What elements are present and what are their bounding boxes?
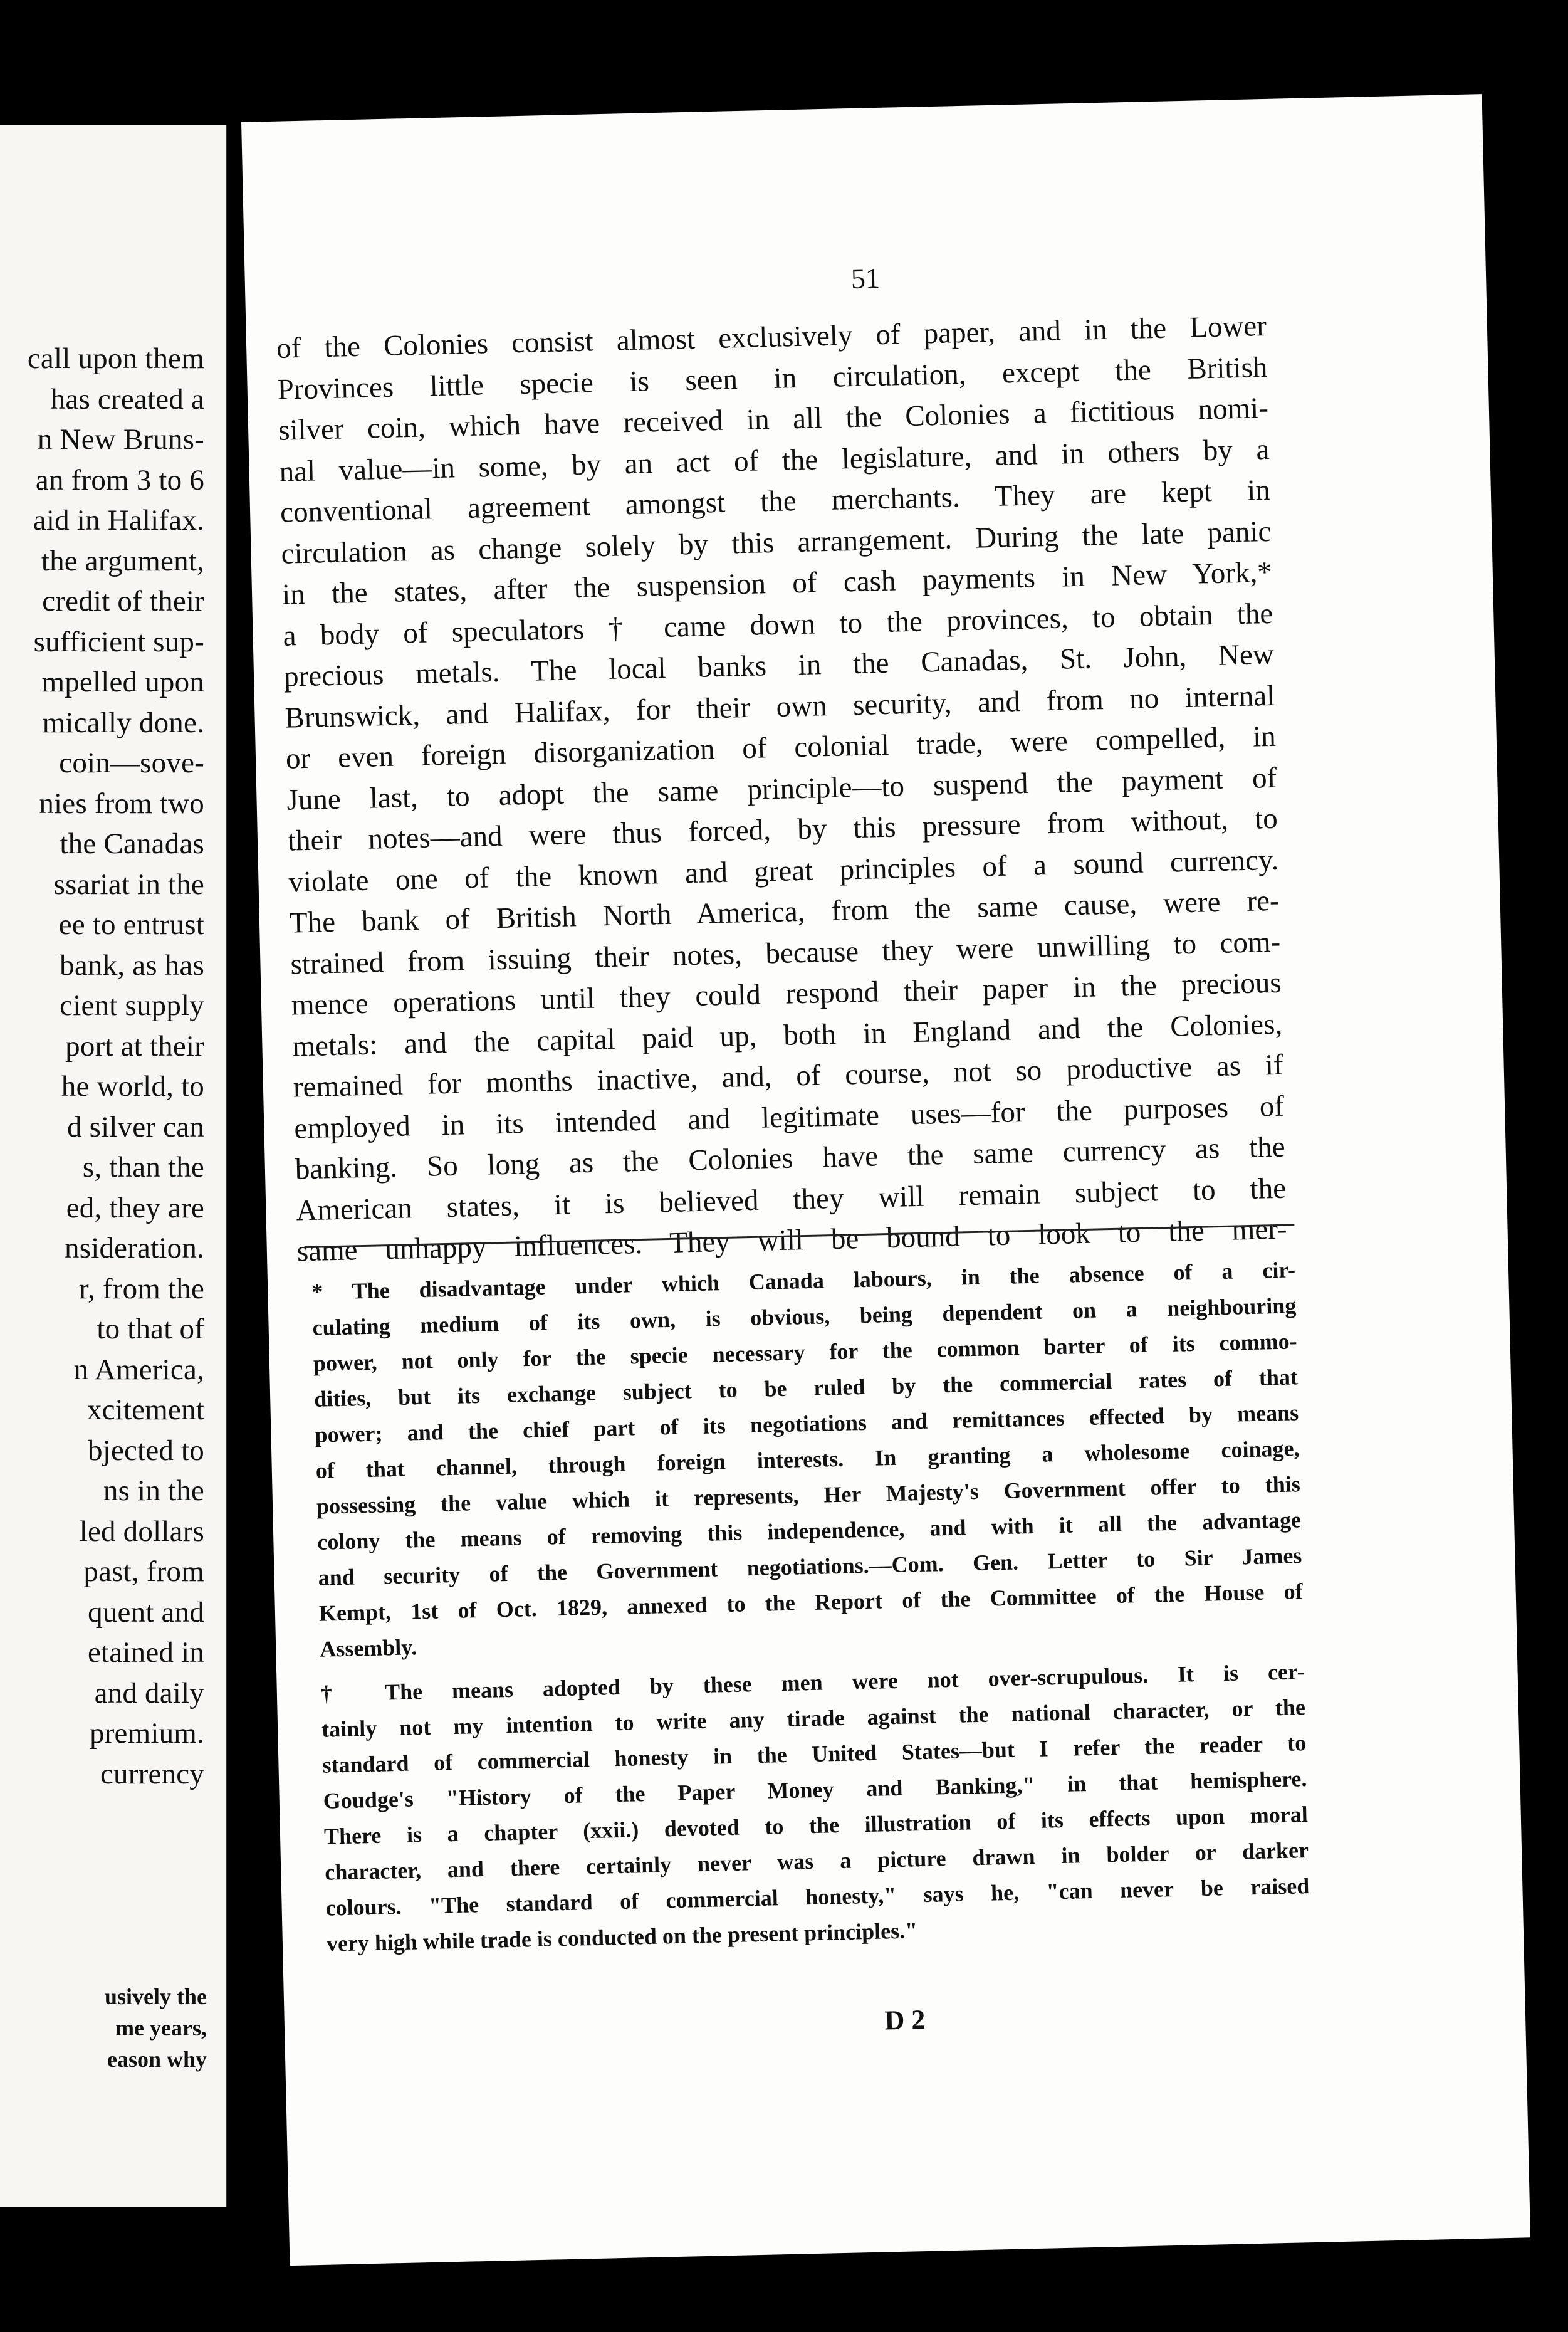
body-text-line: violate one of the known and great principles of a sound currency. — [288, 843, 1279, 899]
body-text-line: precious metals. The local banks in the Canadas, St. John, New — [283, 638, 1275, 693]
body-text-line: remained for months inactive, and, of course, not so productive as if — [293, 1048, 1284, 1104]
body-text-line: banking. So long as the Colonies have the same currency as the — [295, 1130, 1286, 1186]
left-page-text — [28, 339, 204, 1794]
left-text-line: he world, to — [61, 1070, 204, 1103]
right-page — [241, 94, 1530, 2266]
left-text-line: currency — [100, 1757, 204, 1790]
left-text-line: past, from — [83, 1555, 204, 1588]
footnote-line: dities, but its exchange subject to be ruled by the commercial rates of that — [313, 1364, 1299, 1412]
footnote-line: colony the means of removing this independence, and with it all the advantage — [316, 1507, 1302, 1555]
footnote-line: tainly not my intention to write any tirade against the national character, or the — [321, 1694, 1306, 1742]
body-text-line: American states, it is believed they will remain subject to the — [295, 1172, 1287, 1227]
left-text-line: premium. — [89, 1717, 204, 1750]
left-text-line: etained in — [87, 1636, 204, 1669]
footnote-line: and security of the Government negotiations.—Com. Gen. Letter to Sir James — [318, 1543, 1302, 1590]
left-text-line: quent and — [88, 1595, 204, 1629]
left-text-line: the argument, — [41, 544, 204, 577]
body-text-line: conventional agreement amongst the merchants. They are kept in — [280, 473, 1271, 529]
page-number: 51 — [850, 261, 881, 295]
body-text-line: of the Colonies consist almost exclusively of paper, and in the Lower — [276, 309, 1267, 365]
left-text-line: bjected to — [87, 1434, 204, 1467]
left-text-line: nsideration. — [65, 1232, 204, 1264]
body-text-line: June last, to adopt the same principle—to suspend the payment of — [286, 761, 1277, 817]
left-text-line: ed, they are — [66, 1191, 204, 1224]
footnote-line: possessing the value which it represents, Her Majesty's Government offer to this — [316, 1471, 1301, 1519]
left-page-footnotes — [105, 1981, 207, 2075]
left-text-line: xcitement — [86, 1394, 204, 1426]
body-text-line: a body of speculators † came down to the provinces, to obtain the — [283, 597, 1273, 653]
body-text-line: mence operations until they could respond their paper in the precious — [291, 966, 1282, 1022]
footnote-line: Kempt, 1st of Oct. 1829, annexed to the Report of the Committee of the House of — [318, 1578, 1304, 1626]
left-text-line: and daily — [94, 1676, 204, 1710]
footnotes — [311, 1252, 1310, 1962]
left-text-line: aid in Halifax. — [33, 504, 204, 537]
left-text-line: the Canadas — [60, 827, 204, 860]
left-text-line: has created a — [50, 382, 204, 416]
footnote-line: culating medium of its own, is obvious, being dependent on a neighbouring — [312, 1293, 1297, 1340]
footnote-line: power, not only for the specie necessary for the common barter of its commo- — [313, 1328, 1297, 1376]
left-text-line: mpelled upon — [41, 666, 204, 698]
footnote-line: very high while trade is conducted on the present principles." — [326, 1918, 918, 1956]
left-text-line: port at their — [65, 1029, 204, 1063]
left-text-line: to that of — [97, 1313, 204, 1345]
body-text-line: nal value—in some, by an act of the legislature, and in others by a — [279, 433, 1270, 488]
body-text-line: Provinces little specie is seen in circulation, except the British — [277, 350, 1268, 406]
footnote-line: There is a chapter (xxii.) devoted to the illustration of its effects upon moral — [323, 1802, 1309, 1849]
footnote-line: † The means adopted by these men were not over-scrupulous. It is cer- — [320, 1659, 1305, 1706]
left-text-line: ssariat in the — [53, 868, 204, 901]
body-text — [276, 306, 1287, 1273]
left-text-line: cient supply — [60, 989, 204, 1022]
left-text-line: ee to entrust — [58, 908, 204, 941]
left-text-line: mically done. — [42, 706, 204, 739]
left-text-line: bank, as has — [60, 948, 204, 982]
left-text-line: d silver can — [66, 1110, 204, 1143]
footnote-line: colours. "The standard of commercial honesty," says he, "can never be raised — [325, 1873, 1310, 1921]
footnote-line: standard of commercial honesty in the United States—but I refer the reader to — [322, 1730, 1307, 1778]
left-text-line: nies from two — [39, 787, 204, 820]
footnote-line: Assembly. — [319, 1634, 417, 1662]
left-text-line: n America, — [73, 1353, 204, 1386]
left-footnote-line: usively the — [104, 1984, 207, 2009]
body-text-line: silver coin, which have received in all the Colonies a fictitious nomi- — [278, 391, 1269, 447]
left-footnote-line: me years, — [115, 2015, 207, 2040]
footnote-line: power; and the chief part of its negotiations and remittances effected by means — [315, 1400, 1299, 1447]
left-text-line: s, than the — [82, 1151, 204, 1184]
left-text-line: ns in the — [103, 1474, 204, 1507]
footnote-line: of that channel, through foreign interests. In granting a wholesome coinage, — [315, 1436, 1300, 1483]
left-text-line: r, from the — [79, 1272, 204, 1305]
footnote-line: Goudge's "History of the Paper Money and Banking," in that hemisphere. — [323, 1766, 1307, 1814]
left-text-line: sufficient sup- — [33, 625, 204, 658]
left-footnote-line: eason why — [107, 2047, 207, 2072]
signature-mark: D 2 — [884, 2004, 926, 2036]
left-text-line: call upon them — [27, 342, 204, 375]
body-text-line: employed in its intended and legitimate uses—for the purposes of — [293, 1090, 1285, 1145]
body-text-line: same unhappy influences. They will be bound to look to the mer- — [296, 1212, 1288, 1268]
body-text-line: in the states, after the suspension of cash payments in New York,* — [281, 555, 1273, 611]
left-text-line: coin—sove- — [59, 747, 204, 779]
left-text-line: credit of their — [42, 585, 204, 617]
body-text-line: circulation as change solely by this arrangement. During the late panic — [281, 515, 1272, 570]
body-text-line: The bank of British North America, from the same cause, were re- — [289, 884, 1280, 940]
footnote-line: character, and there certainly never was a picture drawn in bolder or darker — [324, 1837, 1309, 1885]
body-text-line: metals: and the capital paid up, both in England and the Colonies, — [291, 1007, 1283, 1063]
footnote-line: * The disadvantage under which Canada labours, in the absence of a cir- — [311, 1257, 1296, 1305]
left-text-line: led dollars — [79, 1515, 204, 1548]
left-text-line: n New Bruns- — [37, 423, 204, 456]
body-text-line: Brunswick, and Halifax, for their own security, and from no internal — [284, 679, 1275, 735]
left-text-line: an from 3 to 6 — [35, 463, 204, 496]
body-text-line: their notes—and were thus forced, by this pressure from without, to — [287, 802, 1278, 858]
body-text-line: or even foreign disorganization of colonial trade, were compelled, in — [285, 720, 1277, 775]
left-page — [0, 125, 227, 2207]
body-text-line: strained from issuing their notes, because they were unwilling to com- — [290, 925, 1281, 981]
